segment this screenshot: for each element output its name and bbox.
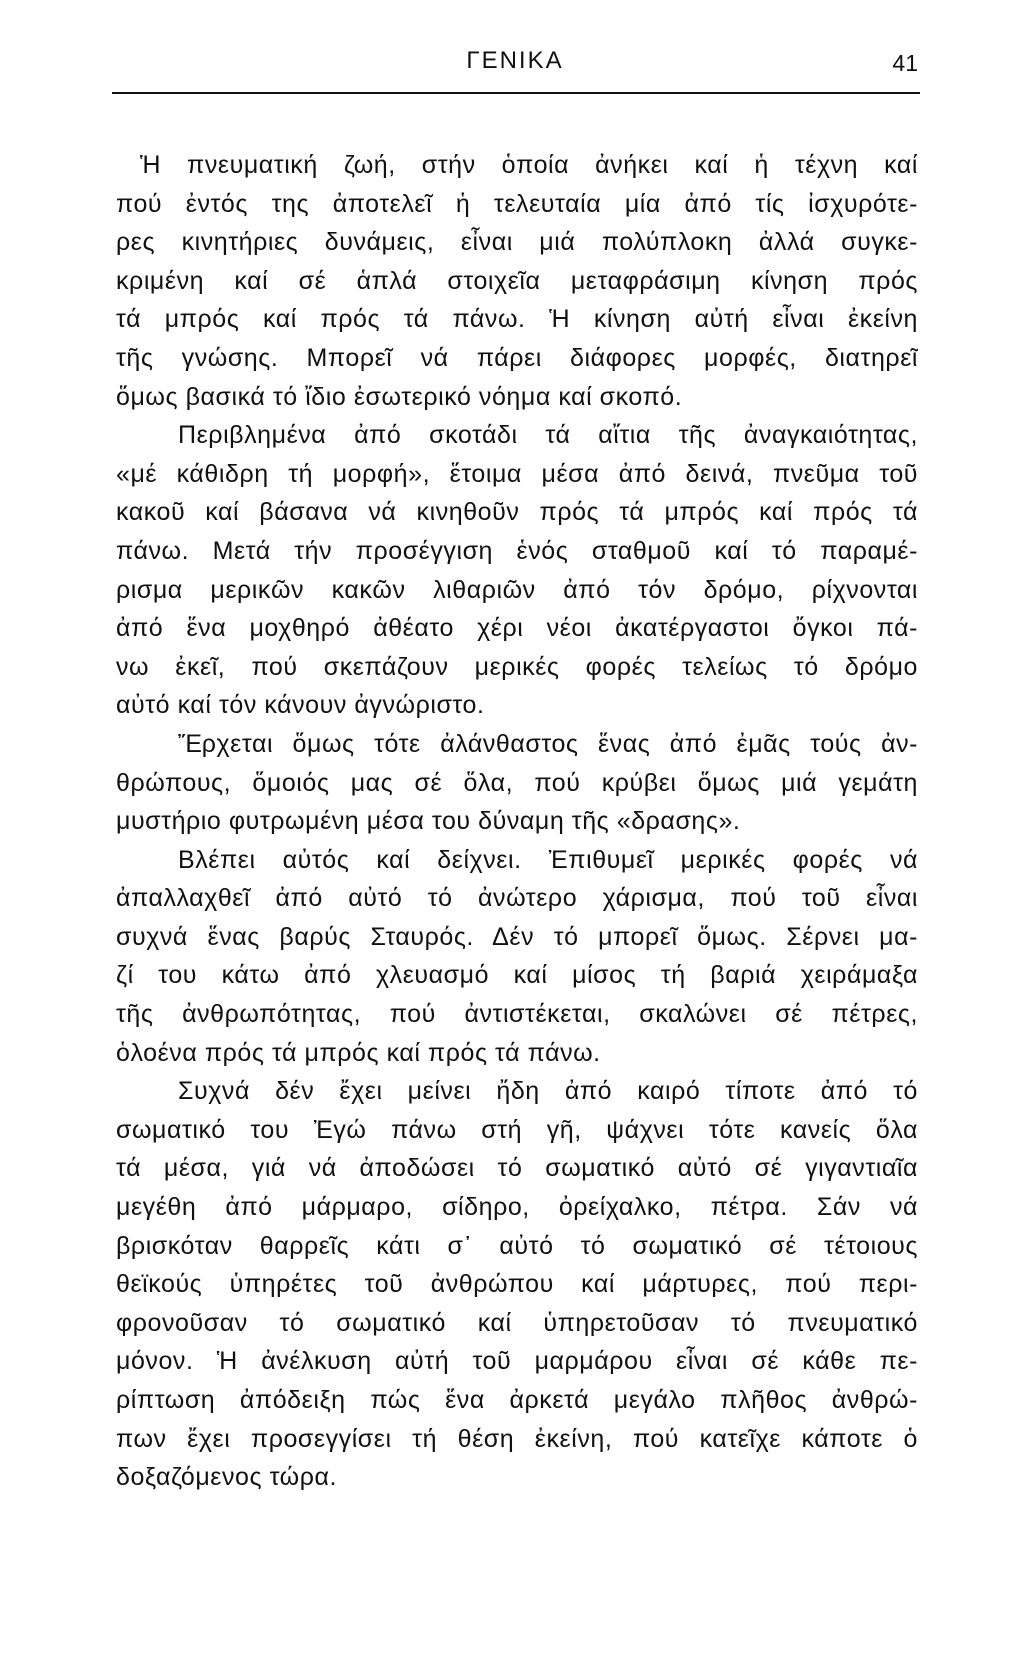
text-line: ρίπτωση ἀπόδειξη πώς ἕνα ἀρκετά μεγάλο πλῆθος ἀνθρώ- (116, 1386, 918, 1414)
text-line: μεγέθη ἀπό μάρμαρο, σίδηρο, ὀρείχαλκο, πέτρα. Σάν νά (116, 1193, 918, 1222)
text-line: φρονοῦσαν τό σωματικό καί ὑπηρετοῦσαν τό πνευματικό (116, 1308, 918, 1337)
text-line: Ἡ πνευματική ζωή, στήν ὁποία ἀνήκει καί ἡ τέχνη καί (140, 151, 918, 179)
text-line: δοξαζόμενος τώρα. (116, 1463, 338, 1492)
text-line: πού ἐντός της ἀποτελεῖ ἡ τελευταία μία ἀπό τίς ἰσχυρότε- (116, 189, 918, 218)
text-line: ρισμα μερικῶν κακῶν λιθαριῶν ἀπό τόν δρόμο, ρίχνονται (116, 575, 918, 604)
text-line: Περιβλημένα ἀπό σκοτάδι τά αἴτια τῆς ἀναγκαιότητας, (178, 421, 918, 450)
text-line: τά μέσα, γιά νά ἀποδώσει τό σωματικό αὐτό σέ γιγαντιαῖα (116, 1154, 918, 1183)
text-line: κριμένη καί σέ ἁπλά στοιχεῖα μεταφράσιμη κίνηση πρός (116, 266, 918, 295)
text-line: πάνω. Μετά τήν προσέγγιση ἑνός σταθμοῦ καί τό παραμέ- (116, 536, 918, 565)
text-line: τά μπρός καί πρός τά πάνω. Ἡ κίνηση αὐτή εἶναι ἐκείνη (116, 305, 918, 334)
text-line: νω ἐκεῖ, πού σκεπάζουν μερικές φορές τελείως τό δρόμο (116, 652, 918, 681)
text-line: ζί του κάτω ἀπό χλευασμό καί μίσος τή βαριά χειράμαξα (116, 961, 918, 990)
text-line: συχνά ἕνας βαρύς Σταυρός. Δέν τό μπορεῖ ὅμως. Σέρνει μα- (116, 922, 918, 951)
text-line: κακοῦ καί βάσανα νά κινηθοῦν πρός τά μπρός καί πρός τά (116, 498, 918, 527)
text-line: μόνον. Ἡ ἀνέλκυση αὐτή τοῦ μαρμάρου εἶναι σέ κάθε πε- (116, 1347, 918, 1376)
running-head: ΓΕΝΙΚΑ (466, 47, 564, 74)
text-line: ἀπαλλαχθεῖ ἀπό αὐτό τό ἀνώτερο χάρισμα, πού τοῦ εἶναι (116, 884, 918, 913)
text-line: Συχνά δέν ἔχει μείνει ἤδη ἀπό καιρό τίποτε ἀπό τό (178, 1077, 918, 1106)
text-line: ἀπό ἕνα μοχθηρό ἀθέατο χέρι νέοι ἀκατέργαστοι ὄγκοι πά- (116, 614, 918, 643)
text-line: αὐτό καί τόν κάνουν ἀγνώριστο. (116, 691, 485, 720)
text-line: σωματικό του Ἐγώ πάνω στή γῆ, ψάχνει τότε κανείς ὅλα (116, 1115, 918, 1144)
text-line: ὅμως βασικά τό ἴδιο ἐσωτερικό νόημα καί σκοπό. (116, 382, 683, 411)
text-line: πων ἔχει προσεγγίσει τή θέση ἐκείνη, πού κατεῖχε κάποτε ὁ (116, 1424, 918, 1453)
text-line: ρες κινητήριες δυνάμεις, εἶναι μιά πολύπλοκη ἀλλά συγκε- (116, 228, 918, 257)
header-rule (112, 92, 920, 94)
text-line: βρισκόταν θαρρεῖς κάτι σ᾽ αὐτό τό σωματικό σέ τέτοιους (116, 1231, 918, 1260)
body-text (116, 146, 918, 1497)
text-line: θεϊκούς ὑπηρέτες τοῦ ἀνθρώπου καί μάρτυρες, πού περι- (116, 1270, 918, 1299)
text-line: θρώπους, ὅμοιός μας σέ ὅλα, πού κρύβει ὅμως μιά γεμάτη (116, 768, 918, 797)
text-line: τῆς ἀνθρωπότητας, πού ἀντιστέκεται, σκαλώνει σέ πέτρες, (116, 1000, 918, 1029)
text-line: Βλέπει αὐτός καί δείχνει. Ἐπιθυμεῖ μερικές φορές νά (178, 845, 918, 874)
text-line: τῆς γνώσης. Μπορεῖ νά πάρει διάφορες μορφές, διατηρεῖ (116, 343, 918, 372)
text-line: μυστήριο φυτρωμένη μέσα του δύναμη τῆς «δρασης». (116, 807, 741, 836)
page-number: 41 (892, 50, 918, 76)
text-line: Ἔρχεται ὅμως τότε ἀλάνθαστος ἕνας ἀπό ἐμᾶς τούς ἀν- (178, 729, 918, 758)
text-line: ὁλοένα πρός τά μπρός καί πρός τά πάνω. (116, 1038, 601, 1067)
text-line: «μέ κάθιδρη τή μορφή», ἕτοιμα μέσα ἀπό δεινά, πνεῦμα τοῦ (116, 459, 918, 488)
page-header (112, 46, 918, 80)
